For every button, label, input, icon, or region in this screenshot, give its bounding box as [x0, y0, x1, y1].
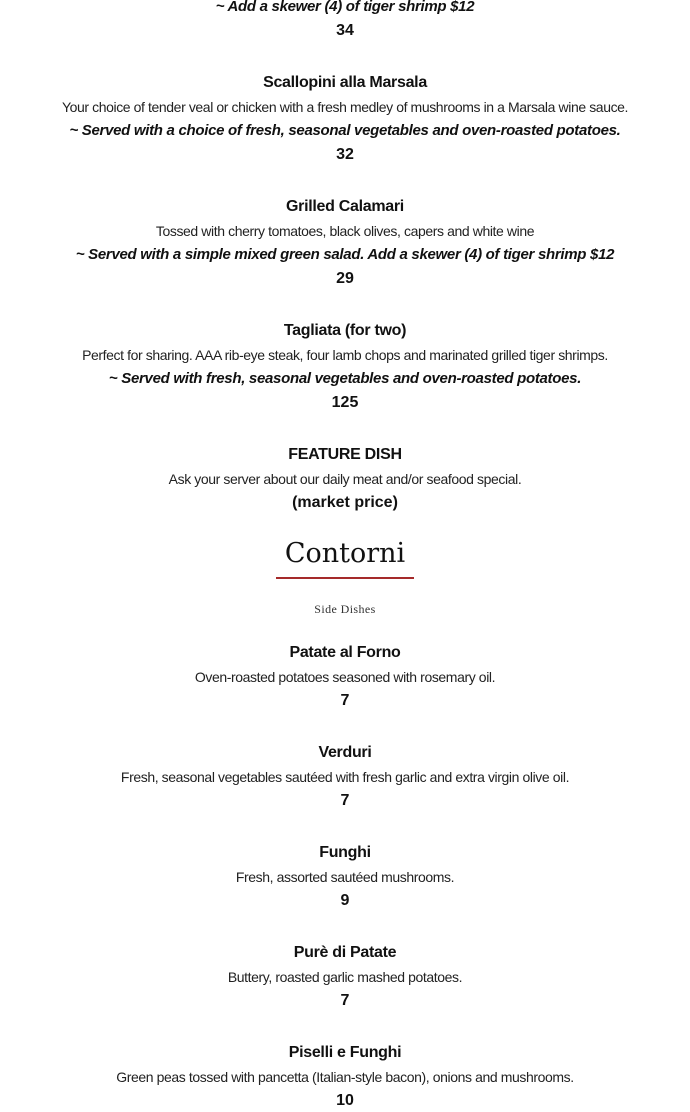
menu-item-name: FEATURE DISH — [288, 446, 402, 463]
menu-item-name: Scallopini alla Marsala — [263, 74, 427, 91]
menu-item-price: 125 — [331, 394, 359, 411]
menu-item-price: (market price) — [292, 494, 398, 511]
menu-item-description: Green peas tossed with pancetta (Italian-style bacon), onions and mushrooms. — [116, 1069, 574, 1085]
menu-item-price: 7 — [340, 992, 350, 1009]
menu-item-description: Tossed with cherry tomatoes, black olives, capers and white wine — [155, 223, 535, 239]
menu-item-description: Buttery, roasted garlic mashed potatoes. — [227, 969, 463, 985]
menu-item-price: 29 — [336, 270, 354, 287]
menu-item-note: ~ Served with a choice of fresh, seasonal vegetables and oven-roasted potatoes. — [69, 122, 621, 139]
menu-item-price: 10 — [336, 1092, 354, 1109]
section-divider — [276, 577, 414, 579]
menu-item-description: Fresh, assorted sautéed mushrooms. — [235, 869, 455, 885]
menu-item-name: Verduri — [318, 744, 372, 761]
menu-item-price: 32 — [336, 146, 354, 163]
menu-item-description: Fresh, seasonal vegetables sautéed with fresh garlic and extra virgin olive oil. — [120, 769, 570, 785]
section-title: Contorni — [284, 538, 406, 569]
menu-item-name: Purè di Patate — [293, 944, 397, 961]
menu-item-description: Ask your server about our daily meat and/or seafood special. — [168, 471, 522, 487]
menu-item-name: Funghi — [319, 844, 371, 861]
menu-item-price: 7 — [340, 692, 350, 709]
menu-item-price: 34 — [336, 22, 354, 39]
menu-item-price: 7 — [340, 792, 350, 809]
menu-item-note: ~ Served with a simple mixed green salad. Add a skewer (4) of tiger shrimp $12 — [75, 246, 615, 263]
menu-item-price: 9 — [340, 892, 350, 909]
menu-item-description: Your choice of tender veal or chicken with a fresh medley of mushrooms in a Marsala wine sauce. — [61, 99, 629, 115]
menu-item-name: Grilled Calamari — [286, 198, 404, 215]
menu-item-note: ~ Served with fresh, seasonal vegetables and oven-roasted potatoes. — [108, 370, 582, 387]
menu-item-name: Piselli e Funghi — [288, 1044, 402, 1061]
menu-item-description: Oven-roasted potatoes seasoned with rosemary oil. — [194, 669, 496, 685]
section-subtitle: Side Dishes — [314, 602, 376, 616]
menu-item-name: Patate al Forno — [289, 644, 401, 661]
menu-item-description: Perfect for sharing. AAA rib-eye steak, four lamb chops and marinated grilled tiger shrimps. — [82, 347, 608, 363]
menu-item-name: Tagliata (for two) — [283, 322, 407, 339]
menu-item-note: ~ Add a skewer (4) of tiger shrimp $12 — [215, 0, 475, 15]
